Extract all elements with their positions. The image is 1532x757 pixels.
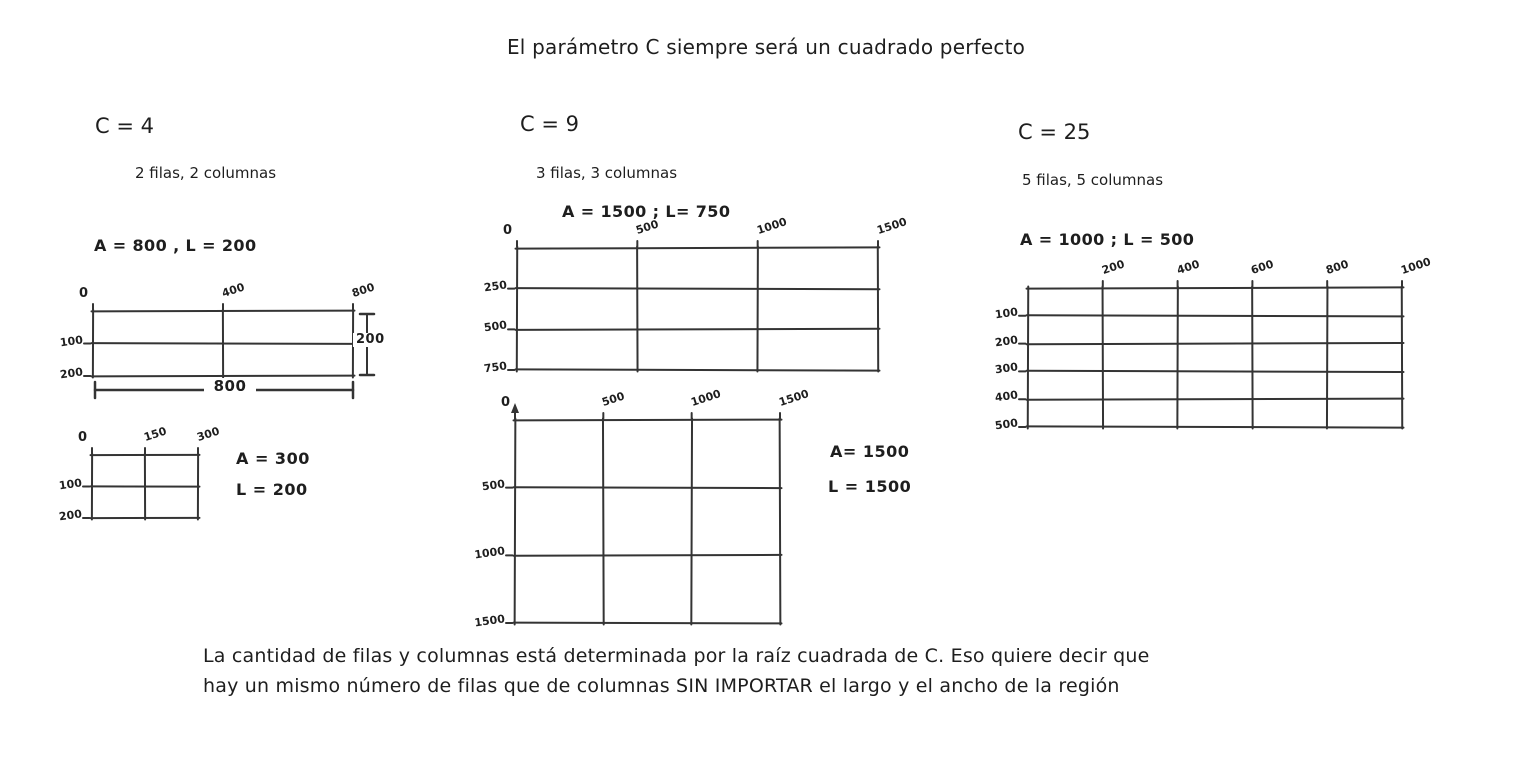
footer-note-line1: La cantidad de filas y columnas está determinada por la raíz cuadrada de C. Eso quiere decir que <box>203 645 1150 667</box>
grid-c25-rect-y-tick-label: 200 <box>994 332 1019 349</box>
grid-c4-rect <box>84 304 354 377</box>
grid-c9-square-y-tick-label: 500 <box>481 476 506 494</box>
c9-heading: C = 9 <box>520 112 579 136</box>
grid-c4-rect-x-tick-label: 800 <box>350 280 377 300</box>
c9-params-label: A = 1500 ; L= 750 <box>562 202 731 221</box>
grid-c25-rect-x-tick-label: 1000 <box>1399 255 1433 277</box>
grid-c25-rect-y-tick-label: 500 <box>994 416 1019 433</box>
height-dimension-label: 200 <box>353 333 388 347</box>
grid-c9-square-x-tick-label: 1500 <box>777 387 811 409</box>
grid-c4-rect-y-tick-label: 100 <box>59 332 84 349</box>
grid-c9-rect-x-tick-label: 1000 <box>754 215 789 237</box>
page-title: El parámetro C siempre será un cuadrado perfecto <box>506 35 1026 59</box>
c9-square-length-label: L = 1500 <box>828 477 912 496</box>
grid-c4-small-x-tick-label: 300 <box>195 424 222 444</box>
grid-c4-rect-x-tick-label: 0 <box>79 286 89 301</box>
grid-c25-rect-x-tick-label: 400 <box>1174 257 1201 277</box>
grid-c4-rect-y-tick-label: 200 <box>59 365 84 382</box>
grid-c25-rect-x-tick-label: 800 <box>1324 257 1351 277</box>
grid-c9-rect-y-tick-label: 500 <box>483 318 508 335</box>
grid-c9-square-y-tick-label: 1000 <box>473 544 506 562</box>
grid-c4-rect-x-tick-label: 400 <box>220 280 247 300</box>
grid-c4-small-y-tick-label: 100 <box>58 475 83 492</box>
grid-c25-rect-y-tick-label: 300 <box>994 360 1019 377</box>
grid-c25-rect-x-tick-label: 200 <box>1100 257 1126 277</box>
width-dimension-label: 800 <box>204 378 256 395</box>
c25-params-label: A = 1000 ; L = 500 <box>1020 230 1195 249</box>
grid-c9-square-x-tick-label: 0 <box>501 395 511 410</box>
c9-square-area-label: A= 1500 <box>830 442 910 461</box>
grid-c9-rect-x-tick-label: 0 <box>503 223 513 238</box>
c4-rows-cols-label: 2 filas, 2 columnas <box>135 164 277 182</box>
c25-rows-cols-label: 5 filas, 5 columnas <box>1022 171 1164 189</box>
c4-small-area-label: A = 300 <box>236 449 310 468</box>
grid-c4-small-x-tick-label: 0 <box>78 430 88 445</box>
grid-c25-rect-x-tick-label: 600 <box>1249 257 1276 277</box>
c25-heading: C = 25 <box>1018 120 1091 144</box>
grid-c25-rect-y-tick-label: 400 <box>994 388 1019 405</box>
grid-c25-rect <box>1019 281 1403 428</box>
c4-heading: C = 4 <box>95 114 154 138</box>
grid-c9-rect-x-tick-label: 500 <box>634 217 661 237</box>
grid-c9-square-y-tick-label: 1500 <box>473 612 506 630</box>
grid-c9-rect-y-tick-label: 750 <box>483 359 508 376</box>
grid-c9-square-x-tick-label: 500 <box>600 389 627 409</box>
grid-c9-rect-y-tick-label: 250 <box>483 277 508 295</box>
grid-c4-small-y-tick-label: 200 <box>58 507 83 524</box>
c4-params-label: A = 800 , L = 200 <box>94 236 257 255</box>
grid-c25-rect-y-tick-label: 100 <box>994 305 1019 322</box>
grid-c4-small-x-tick-label: 150 <box>142 424 169 444</box>
grid-c9-square-x-tick-label: 1000 <box>688 387 723 409</box>
grid-c4-small <box>83 448 199 519</box>
grid-c9-rect <box>508 241 879 371</box>
footer-note-line2: hay un mismo número de filas que de columnas SIN IMPORTAR el largo y el ancho de la región <box>203 675 1120 697</box>
c9-rows-cols-label: 3 filas, 3 columnas <box>536 164 678 182</box>
grid-c9-rect-x-tick-label: 1500 <box>875 215 909 237</box>
grid-c9-square <box>506 403 781 624</box>
c4-small-length-label: L = 200 <box>236 480 308 499</box>
